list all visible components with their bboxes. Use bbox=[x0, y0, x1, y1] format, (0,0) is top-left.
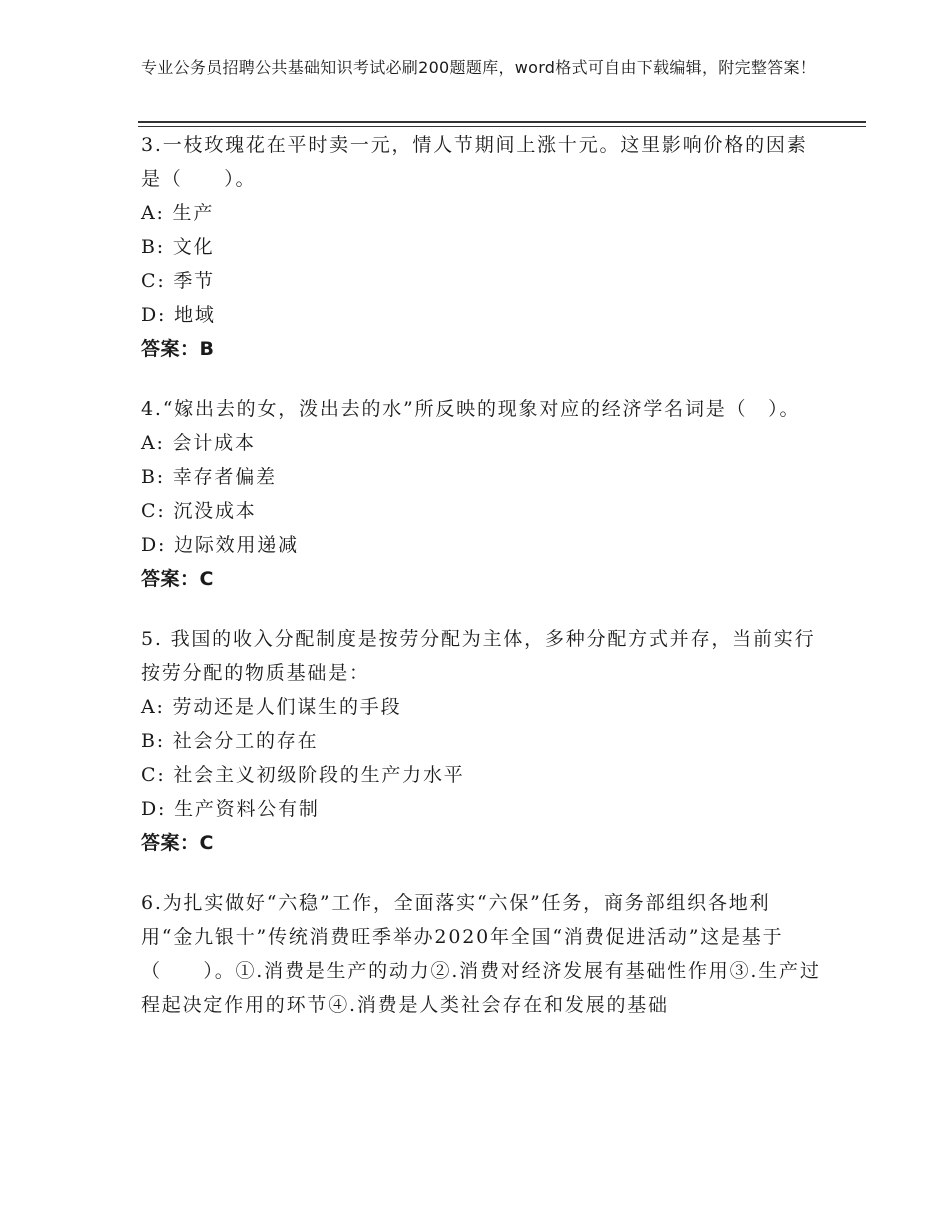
option-list bbox=[141, 690, 821, 826]
question-6 bbox=[141, 886, 821, 1022]
option-list bbox=[141, 426, 821, 562]
header-divider-thin bbox=[138, 126, 866, 127]
option-d: D: 地域 bbox=[141, 304, 216, 326]
option-list bbox=[141, 196, 821, 332]
option-a: A: 生产 bbox=[141, 202, 215, 224]
header-divider bbox=[138, 121, 866, 123]
document-header: 专业公务员招聘公共基础知识考试必刷200题题库，word格式可自由下载编辑，附完整答案！ bbox=[141, 58, 817, 77]
answer-label: 答案：C bbox=[141, 568, 214, 590]
answer-label: 答案：B bbox=[141, 338, 215, 360]
question-3 bbox=[141, 128, 821, 366]
option-c: C: 季节 bbox=[141, 270, 215, 292]
question-list bbox=[141, 128, 821, 1048]
option-b: B: 幸存者偏差 bbox=[141, 466, 277, 488]
option-d: D: 生产资料公有制 bbox=[141, 798, 320, 820]
option-c: C: 沉没成本 bbox=[141, 500, 257, 522]
option-b: B: 社会分工的存在 bbox=[141, 730, 319, 752]
question-text: 4.“嫁出去的女，泼出去的水”所反映的现象对应的经济学名词是（ ）。 bbox=[141, 398, 801, 420]
question-text: 3.一枝玫瑰花在平时卖一元，情人节期间上涨十元。这里影响价格的因素是（ ）。 bbox=[141, 134, 808, 190]
option-b: B: 文化 bbox=[141, 236, 215, 258]
question-text: 5. 我国的收入分配制度是按劳分配为主体，多种分配方式并存，当前实行按劳分配的物质基础是： bbox=[141, 628, 816, 684]
question-4 bbox=[141, 392, 821, 596]
question-5 bbox=[141, 622, 821, 860]
option-a: A: 劳动还是人们谋生的手段 bbox=[141, 696, 402, 718]
option-c: C: 社会主义初级阶段的生产力水平 bbox=[141, 764, 465, 786]
option-a: A: 会计成本 bbox=[141, 432, 256, 454]
question-text: 6.为扎实做好“六稳”工作，全面落实“六保”任务，商务部组织各地利用“金九银十”传统消费旺季举办2020年全国“消费促进活动”这是基于（ ）。①.消费是生产的动力②.消费对经济发展有基础性作用③.生产过程起决定作用的环节④.消费是人类社会存在和发展的基础 bbox=[141, 892, 821, 1016]
option-d: D: 边际效用递减 bbox=[141, 534, 299, 556]
answer-label: 答案：C bbox=[141, 832, 214, 854]
